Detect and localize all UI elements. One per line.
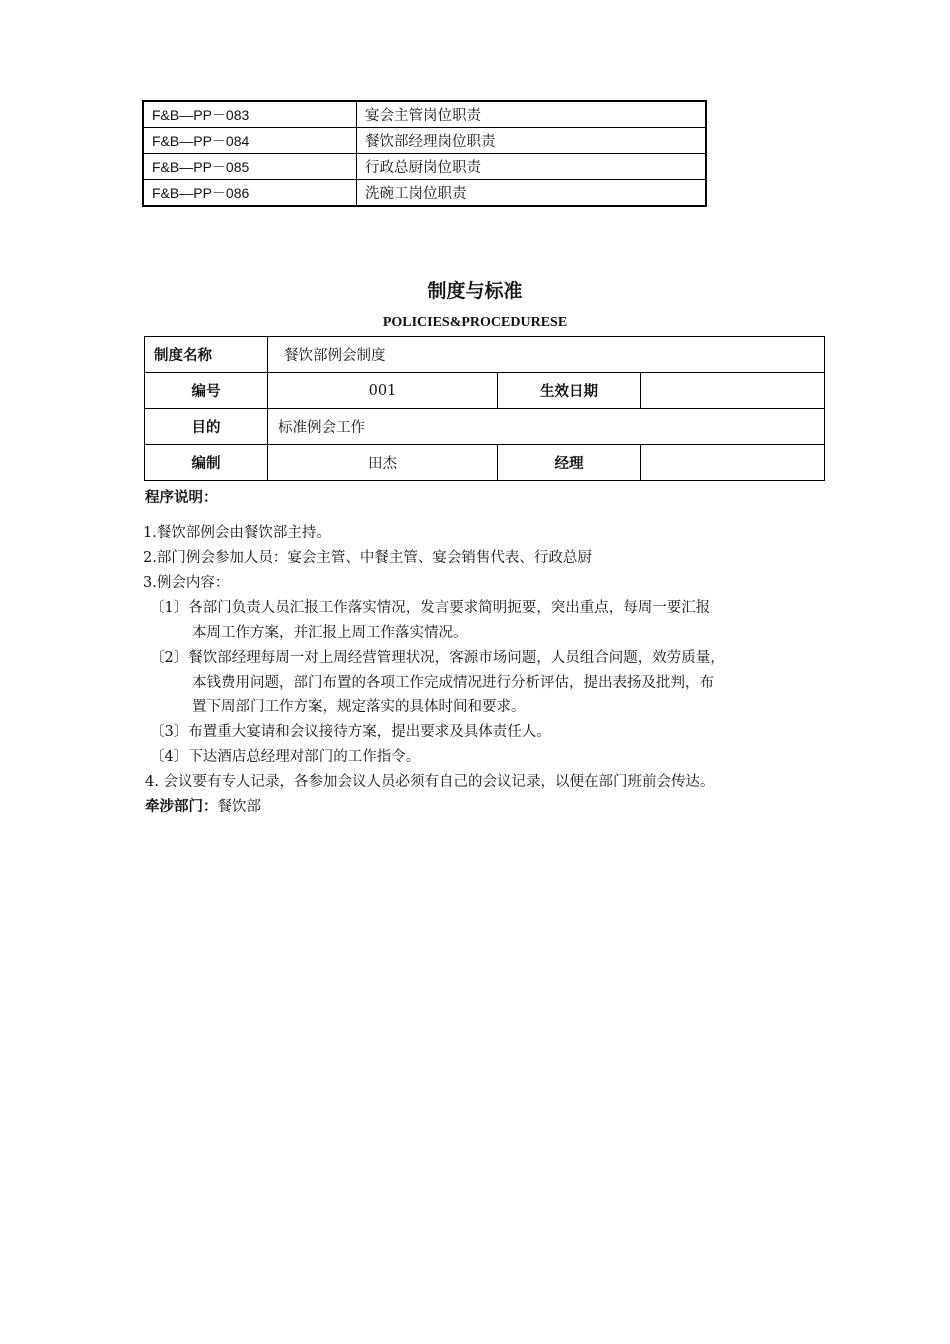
table-row bbox=[143, 128, 706, 154]
document-index-table bbox=[142, 100, 707, 207]
procedure-item: 2.部门例会参加人员：宴会主管、中餐主管、宴会销售代表、行政总厨 bbox=[143, 550, 592, 566]
author-value: 田杰 bbox=[268, 445, 498, 481]
purpose-value: 标准例会工作 bbox=[268, 409, 825, 445]
doc-title: 行政总厨岗位职责 bbox=[357, 154, 707, 180]
procedure-subitem-cont: 本钱费用问题，部门布置的各项工作完成情况进行分析评估，提出表扬及批判，布 bbox=[192, 675, 714, 691]
policy-name-value: 餐饮部例会制度 bbox=[268, 337, 825, 373]
procedure-heading: 程序说明： bbox=[145, 490, 218, 506]
doc-code: F&B—PP－086 bbox=[143, 180, 357, 207]
table-row bbox=[145, 445, 825, 481]
manager-value bbox=[641, 445, 825, 481]
procedure-subitem-cont: 本周工作方案，并汇报上周工作落实情况。 bbox=[192, 625, 468, 641]
manager-label: 经理 bbox=[498, 445, 641, 481]
effective-date-value bbox=[641, 373, 825, 409]
procedure-subitem: 〔1〕各部门负责人员汇报工作落实情况，发言要求简明扼要，突出重点，每周一要汇报 bbox=[150, 600, 711, 616]
page-subtitle: POLICIES&PROCEDURESE bbox=[382, 315, 568, 330]
purpose-label: 目的 bbox=[145, 409, 268, 445]
table-row bbox=[145, 337, 825, 373]
table-row bbox=[145, 373, 825, 409]
page-title: 制度与标准 bbox=[427, 280, 523, 302]
procedure-item: 4. 会议要有专人记录，各参加会议人员必须有自己的会议记录，以便在部门班前会传达。 bbox=[145, 774, 715, 790]
involved-label: 牵涉部门： bbox=[145, 799, 218, 815]
effective-date-label: 生效日期 bbox=[498, 373, 641, 409]
table-row bbox=[143, 154, 706, 180]
involved-value: 餐饮部 bbox=[217, 799, 261, 815]
policy-name-label: 制度名称 bbox=[145, 337, 268, 373]
procedure-subitem: 〔4〕下达酒店总经理对部门的工作指令。 bbox=[150, 749, 421, 765]
procedure-item: 1.餐饮部例会由餐饮部主持。 bbox=[143, 525, 331, 541]
doc-title: 宴会主管岗位职责 bbox=[357, 101, 707, 128]
doc-code: F&B—PP－084 bbox=[143, 128, 357, 154]
involved-departments bbox=[145, 797, 261, 817]
procedure-subitem: 〔3〕布置重大宴请和会议接待方案，提出要求及具体责任人。 bbox=[150, 724, 551, 740]
table-row bbox=[145, 409, 825, 445]
number-label: 编号 bbox=[145, 373, 268, 409]
number-value: 001 bbox=[268, 373, 498, 409]
policy-info-table bbox=[144, 336, 825, 481]
procedure-item: 3.例会内容： bbox=[143, 575, 230, 591]
doc-title: 餐饮部经理岗位职责 bbox=[357, 128, 707, 154]
procedure-subitem-cont: 置下周部门工作方案，规定落实的具体时间和要求。 bbox=[192, 699, 526, 715]
doc-code: F&B—PP－085 bbox=[143, 154, 357, 180]
procedure-subitem: 〔2〕餐饮部经理每周一对上周经营管理状况，客源市场问题，人员组合问题，效劳质量， bbox=[150, 650, 725, 666]
doc-code: F&B—PP－083 bbox=[143, 101, 357, 128]
table-row bbox=[143, 101, 706, 128]
author-label: 编制 bbox=[145, 445, 268, 481]
table-row bbox=[143, 180, 706, 207]
doc-title: 洗碗工岗位职责 bbox=[357, 180, 707, 207]
